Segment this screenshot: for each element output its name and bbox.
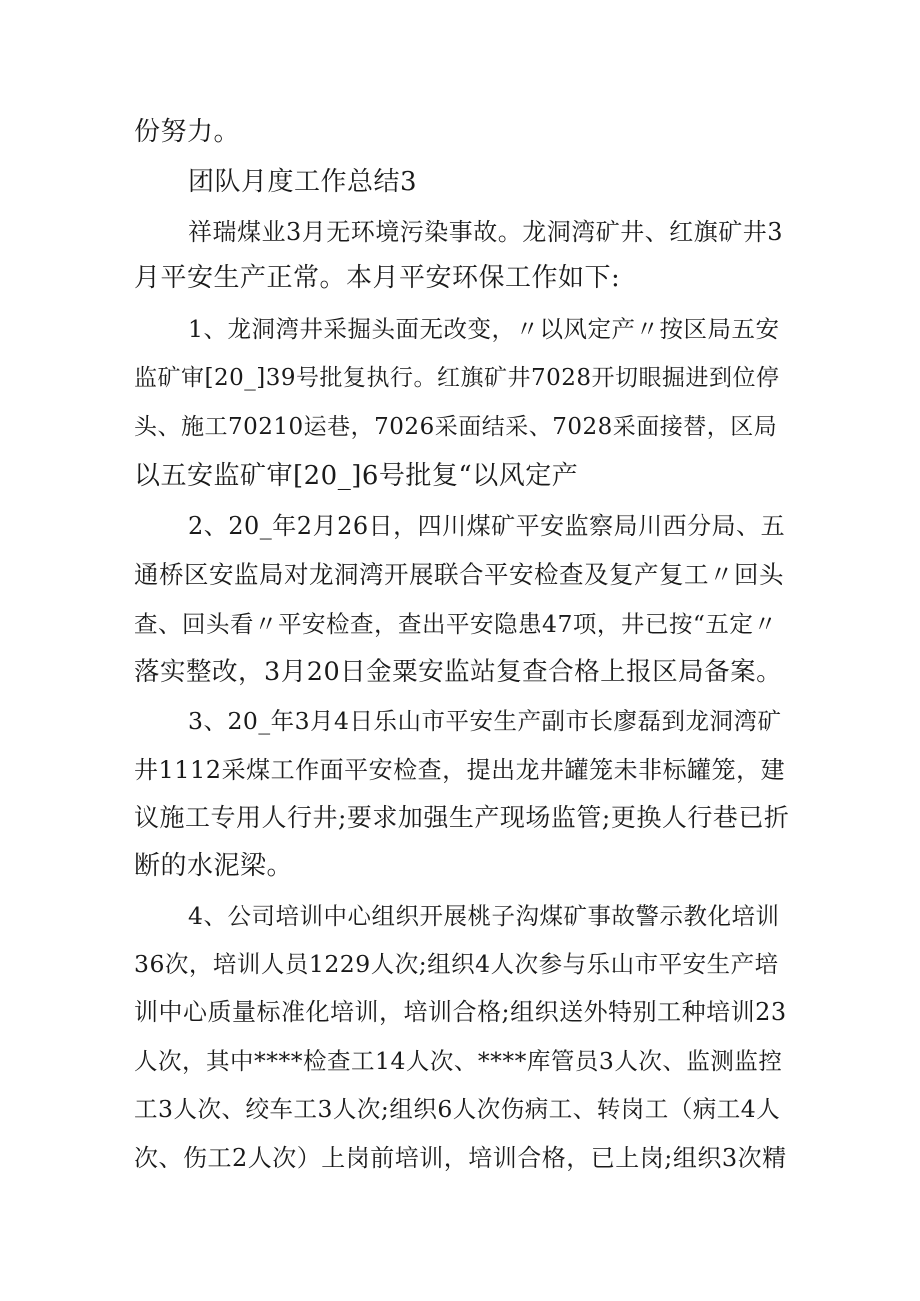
text-line: 36次，培训人员1229人次;组织4人次参与乐山市平安生产培 xyxy=(134,950,779,978)
text-line: 祥瑞煤业3月无环境污染事故。龙洞湾矿井、红旗矿井3 xyxy=(188,218,784,246)
text-line: 断的水泥梁。 xyxy=(134,851,294,881)
text-line: 份努力。 xyxy=(134,117,241,147)
text-line: 3、20_年3月4日乐山市平安生产副市长廖磊到龙洞湾矿 xyxy=(188,707,782,735)
text-line: 以五安监矿审[20_]6号批复“以风定产 xyxy=(134,461,579,491)
text-line: 人次，其中****检查工14人次、****库管员3人次、监测监控 xyxy=(134,1047,783,1075)
text-line: 4、公司培训中心组织开展桃子沟煤矿事故警示教化培训 xyxy=(188,902,780,930)
text-line: 议施工专用人行井;要求加强生产现场监管;更换人行巷已折 xyxy=(134,803,790,832)
text-line: 2、20_年2月26日，四川煤矿平安监察局川西分局、五 xyxy=(188,512,786,540)
text-line: 月平安生产正常。本月平安环保工作如下: xyxy=(134,263,621,293)
text-line: 落实整改，3月20日金粟安监站复查合格上报区局备案。 xyxy=(134,657,783,687)
text-line: 井1112采煤工作面平安检查，提出龙井罐笼未非标罐笼，建 xyxy=(134,756,786,784)
text-line: 工3人次、绞车工3人次;组织6人次伤病工、转岗工（病工4人 xyxy=(134,1095,781,1123)
text-line: 监矿审[20_]39号批复执行。红旗矿井7028开切眼掘进到位停 xyxy=(134,365,780,391)
section-heading: 团队月度工作总结3 xyxy=(188,167,418,197)
text-line: 查、回头看〃平安检查，查出平安隐患47项，井已按“五定〃 xyxy=(134,610,778,638)
text-line: 次、伤工2人次）上岗前培训，培训合格，已上岗;组织3次精 xyxy=(134,1144,787,1172)
text-line: 1、龙洞湾井采掘头面无改变，〃以风定产〃按区局五安 xyxy=(188,315,780,343)
text-line: 头、施工70210运巷，7026采面结采、7028采面接替，区局 xyxy=(134,414,778,440)
text-line: 训中心质量标准化培训，培训合格;组织送外特别工种培训23 xyxy=(134,998,787,1026)
text-line: 通桥区安监局对龙洞湾开展联合平安检查及复产复工〃回头 xyxy=(134,560,784,589)
